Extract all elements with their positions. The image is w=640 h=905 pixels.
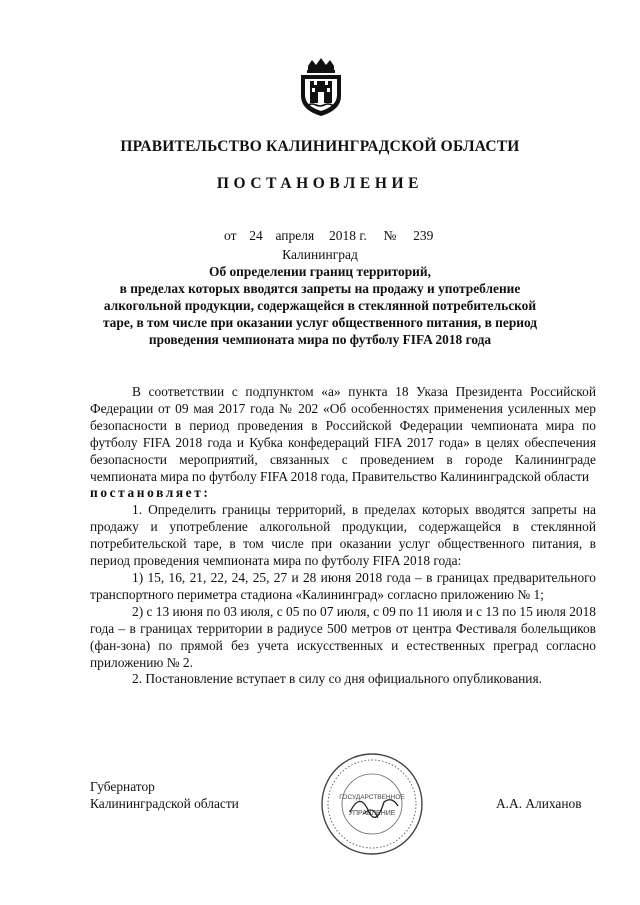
paragraph-2: 2. Постановление вступает в силу со дня официального опубликования. xyxy=(132,671,542,687)
date-prefix: от xyxy=(224,228,237,243)
organization-name: ПРАВИТЕЛЬСТВО КАЛИНИНГРАДСКОЙ ОБЛАСТИ xyxy=(120,138,520,155)
document-type: ПОСТАНОВЛЕНИЕ xyxy=(216,175,424,192)
document-body xyxy=(90,384,596,688)
signer-position xyxy=(90,779,239,813)
city-name: Калининград xyxy=(282,247,358,262)
official-seal xyxy=(320,752,424,856)
title-line: таре, в том числе при оказании услуг общественного питания, в период xyxy=(102,314,538,330)
number-sign: № xyxy=(383,228,397,243)
title-line: проведения чемпионата мира по футболу FIFA 2018 года xyxy=(148,331,492,347)
date-number-line xyxy=(224,228,433,244)
signer-position-line: Губернатор xyxy=(90,779,155,794)
decree-word: постановляет: xyxy=(90,485,211,501)
paragraph-1-item-1: 1) 15, 16, 21, 22, 24, 25, 27 и 28 июня 2018 года – в границах предварительного транспортного периметра стадиона «Калининград» согласно приложению № 1; xyxy=(90,569,596,602)
title-line: Об определении границ территорий, xyxy=(209,264,431,279)
title-line: в пределах которых вводятся запреты на продажу и употребление xyxy=(119,280,521,296)
date-year: 2018 г. xyxy=(328,228,367,243)
seal-text-line: ГОСУДАРСТВЕННОЕ xyxy=(339,794,405,801)
paragraph-1: 1. Определить границы территорий, в пределах которых вводятся запреты на продажу и употребление алкогольной продукции, содержащейся в стеклянной потребительской таре, в том числе при оказании услуг общественного питания, в период проведения чемпионата мира по футболу FIFA 2018 года: xyxy=(90,502,596,569)
paragraph-1-item-2: 2) с 13 июня по 03 июля, с 05 по 07 июля, с 09 по 11 июля и с 13 по 15 июля 2018 года – в границах территории в радиусе 500 метров от центра Фестиваля болельщиков (фан-зона) по прямой без учета искусственных и естественных преград согласно приложению № 2. xyxy=(90,603,596,670)
document-title xyxy=(88,264,552,349)
date-month: апреля xyxy=(275,228,315,243)
coat-of-arms-icon xyxy=(298,58,344,118)
document-number: 239 xyxy=(413,228,434,243)
signer-name: А.А. Алиханов xyxy=(496,796,582,811)
preamble-paragraph: В соответствии с подпунктом «а» пункта 18 Указа Президента Российской Федерации от 09 мая 2017 года № 202 «Об особенностях применения усиленных мер безопасности в период проведения в Российской Федерации чемпионата мира по футболу FIFA 2018 года и Кубка конфедераций FIFA 2017 года» в целях обеспечения безопасности мероприятий, связанных с проведением в городе Калининграде чемпионата мира по футболу FIFA 2018 года, Правительство Калининградской области xyxy=(90,384,596,484)
date-day: 24 xyxy=(249,228,263,243)
decree-word-line xyxy=(90,485,596,502)
signer-position-line: Калининградской области xyxy=(90,795,239,811)
seal-text-line: УПРАВЛЕНИЕ xyxy=(348,810,396,817)
title-line: алкогольной продукции, содержащейся в стеклянной потребительской xyxy=(103,297,537,313)
